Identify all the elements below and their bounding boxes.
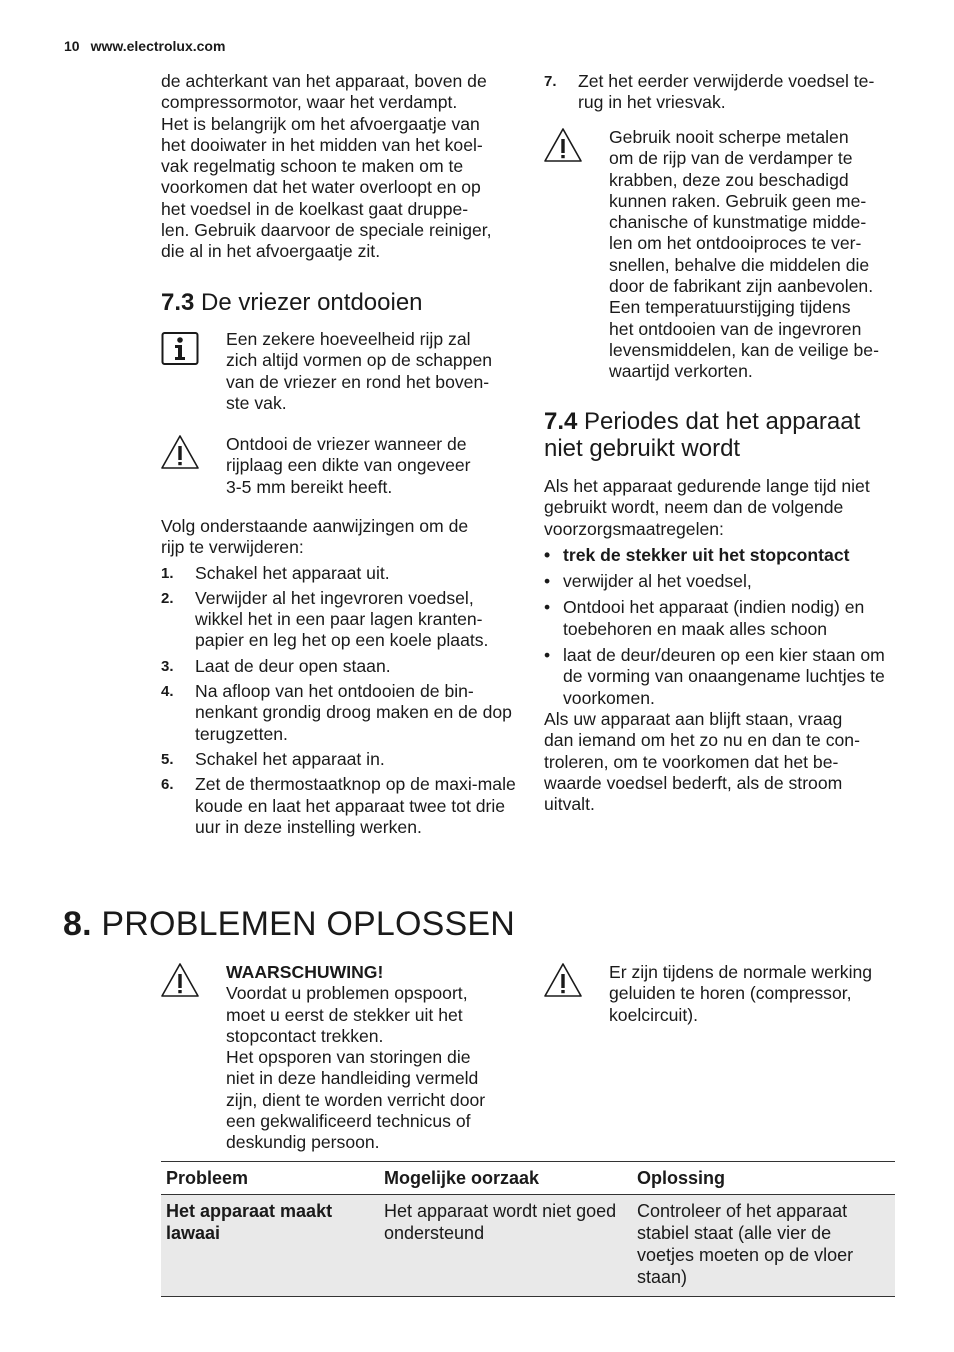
section-7-4-body: Als het apparaat gedurende lange tijd niet gebruikt wordt, neem dan de volgende voorzorgsmaatregelen: • trek de stekker uit het stopcontact • verwijder al het voedsel, • Ontdooi het apparaat (indien nodig) en toebehoren en maak alles schoon • laat de deur/deuren op een kier staan om de vorming van onaangename luchtjes te voorkomen. Als uw apparaat aan blijft staan, vraag dan iemand om het zo nu en dan te con- troleren, om te voorkomen dat het be- waarde voedsel bederft, als de stroom uitvalt. — [544, 476, 896, 815]
warning-unplug — [161, 962, 521, 1157]
page-header — [64, 38, 225, 54]
warning-note-text: Ontdooi de vriezer wanneer de rijplaag een dikte van ongeveer 3-5 mm bereikt heeft. — [226, 434, 471, 497]
column-header-cause: Mogelijke oorzaak — [379, 1162, 632, 1195]
list-item: • trek de stekker uit het stopcontact — [544, 545, 896, 566]
cell-cause: Het apparaat wordt niet goed ondersteund — [379, 1195, 632, 1297]
instructions-intro: Volg onderstaande aanwijzingen om de — [161, 516, 469, 536]
section-8-heading: 8. PROBLEMEN OPLOSSEN — [63, 905, 516, 943]
list-item: 7. Zet het eerder verwijderde voedsel te-rug in het vriesvak. — [544, 71, 875, 113]
defrost-instructions: Volg onderstaande aanwijzingen om de rijp te verwijderen: 1. Schakel het apparaat uit. 2. Verwijder al het ingevroren voedsel, wikkel het in een paar lagen kranten-papier en leg het op een koele plaats. 3. Laat de deur open staan. 4. Na afloop van het ontdooien de bin-nenkant grondig droog maken en de dop terugzetten. 5. Schakel het apparaat in. 6. Zet de thermostaatknop op de maxi-male koude en laat het apparaat twee tot drie uur in deze instelling werken. — [161, 516, 521, 842]
list-item: 5. Schakel het apparaat in. — [161, 748, 385, 769]
section-7-4-heading: 7.4 Periodes dat het apparaat niet gebruikt wordt — [544, 408, 861, 462]
list-item: • laat de deur/deuren op een kier staan om de vorming van onaangename luchtjes te voorkomen. — [544, 645, 896, 709]
warning-noise — [544, 962, 896, 1032]
page-number: 10 — [64, 38, 80, 54]
list-item: 2. Verwijder al het ingevroren voedsel, wikkel het in een paar lagen kranten-papier en leg het op een koele plaats. — [161, 587, 489, 651]
warning-triangle-icon — [161, 962, 201, 998]
column-header-solution: Oplossing — [632, 1162, 895, 1195]
info-note — [161, 329, 521, 419]
list-item: • Ontdooi het apparaat (indien nodig) en toebehoren en maak alles schoon — [544, 597, 896, 640]
warning-note-thickness — [161, 434, 521, 504]
warning-note-text: Gebruik nooit scherpe metalen om de rijp van de verdamper te krabben, deze zou beschadigd kunnen raken. Gebruik geen me- chanische of kunstmatige midde- len om het ontdooiproces te ver- snellen, behalve die middelen die door de fabrikant zijn aanbevolen. Een temperatuurstijging tijdens het ontdooien van de ingevroren levensmiddelen, kan de veilige be- waartijd verkorten. — [609, 127, 879, 382]
precautions-list — [544, 545, 896, 709]
list-item: 4. Na afloop van het ontdooien de bin-nenkant grondig droog maken en de dop terugzetten. — [161, 681, 512, 744]
warning-note-text: Er zijn tijdens de normale werking geluiden te horen (compressor, koelcircuit). — [609, 962, 873, 1025]
list-item: 6. Zet de thermostaatknop op de maxi-male koude en laat het apparaat twee tot drie uur in deze instelling werken. — [161, 774, 516, 837]
intro-paragraph: de achterkant van het apparaat, boven de compressormotor, waar het verdampt. Het is belangrijk om het afvoergaatje van het dooiwater in het midden van het koel- vak regelmatig schoon te maken om te voorkomen dat het water overloopt en op het voedsel in de koelkast gaat druppe- len. Gebruik daarvoor de speciale reiniger, die al in het afvoergaatje zit. — [161, 71, 492, 262]
warning-heading: WAARSCHUWING! — [226, 962, 384, 982]
warning-note-text: WAARSCHUWING! Voordat u problemen opspoort, moet u eerst de stekker uit het stopcontact trekken. Het opsporen van storingen die niet in deze handleiding vermeld zijn, dient te worden verricht door een gekwalificeerd technicus of deskundig persoon. — [226, 962, 526, 1154]
list-item: • verwijder al het voedsel, — [544, 571, 896, 592]
cell-solution: Controleer of het apparaat stabiel staat (alle vier de voetjes moeten op de vloer staan) — [632, 1195, 895, 1297]
column-header-problem: Probleem — [161, 1162, 379, 1195]
table-header-row — [161, 1162, 895, 1195]
troubleshooting-table — [161, 1161, 895, 1297]
warning-triangle-icon — [544, 127, 584, 163]
site-url: www.electrolux.com — [90, 38, 226, 54]
warning-note-scraping — [544, 127, 896, 387]
info-note-text: Een zekere hoeveelheid rijp zal zich altijd vormen op de schappen van de vriezer en rond het boven- ste vak. — [226, 329, 493, 413]
step-7 — [544, 71, 896, 118]
warning-triangle-icon — [544, 962, 584, 998]
warning-triangle-icon — [161, 434, 201, 470]
list-item: 1. Schakel het apparaat uit. — [161, 562, 390, 583]
list-item: 3. Laat de deur open staan. — [161, 655, 391, 676]
section-7-3-heading: 7.3 De vriezer ontdooien — [161, 289, 423, 316]
info-icon — [161, 329, 201, 365]
table-row — [161, 1195, 895, 1297]
cell-problem: Het apparaat maakt lawaai — [161, 1195, 379, 1297]
defrost-steps — [161, 563, 521, 839]
